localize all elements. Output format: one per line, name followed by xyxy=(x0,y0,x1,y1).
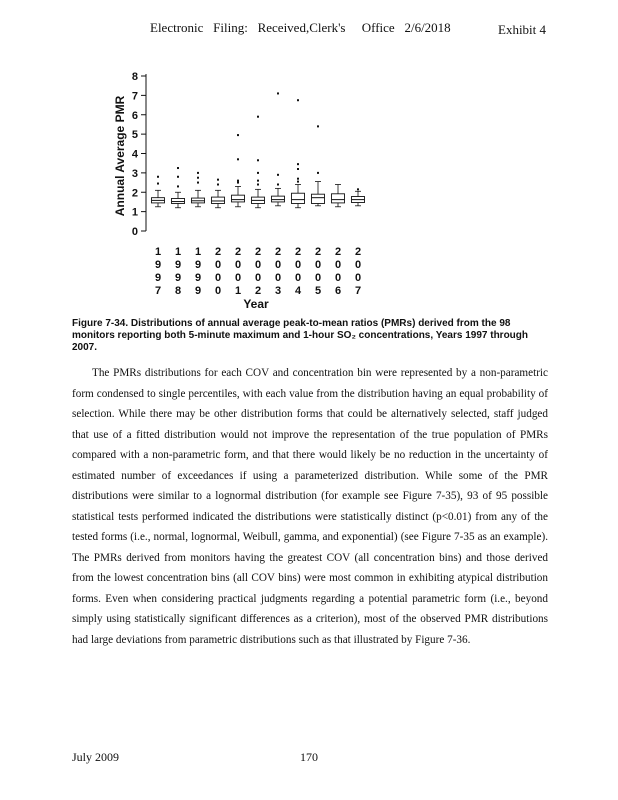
outlier-point xyxy=(197,177,199,179)
y-tick-label: 0 xyxy=(131,226,138,238)
page-number: 170 xyxy=(300,750,318,764)
box-2000 xyxy=(212,179,225,208)
outlier-point xyxy=(277,92,279,94)
box-1999 xyxy=(192,172,205,207)
box-2006 xyxy=(332,185,345,207)
x-tick-label-digit: 1 xyxy=(154,246,162,258)
x-tick-label-digit: 7 xyxy=(354,285,362,297)
outlier-point xyxy=(237,180,239,182)
x-tick-label-digit: 1 xyxy=(174,246,182,258)
outlier-point xyxy=(257,159,259,161)
x-tick-label-digit: 0 xyxy=(274,259,282,271)
filing-stamp: Electronic Filing: Received,Clerk's Office 2/6/2018 xyxy=(150,20,451,35)
x-tick-label-digit: 0 xyxy=(234,259,242,271)
box-1997 xyxy=(152,176,165,207)
outlier-point xyxy=(177,176,179,178)
outlier-point xyxy=(257,184,259,186)
x-tick-label-digit: 7 xyxy=(154,285,162,297)
x-tick-label-digit: 0 xyxy=(314,272,322,284)
x-tick-label-digit: 0 xyxy=(294,259,302,271)
x-tick-label-digit: 3 xyxy=(274,285,282,297)
y-tick-label: 3 xyxy=(131,167,138,180)
iqr-box xyxy=(272,196,285,202)
box-2004 xyxy=(292,99,305,208)
x-tick-label-digit: 9 xyxy=(194,272,202,284)
y-tick-label: 1 xyxy=(131,206,138,219)
outlier-point xyxy=(237,134,239,136)
x-tick-label-digit: 0 xyxy=(354,259,362,271)
outlier-point xyxy=(257,116,259,118)
x-tick-label-digit: 0 xyxy=(214,272,222,284)
x-tick-label-digit: 0 xyxy=(254,272,262,284)
outlier-point xyxy=(317,172,319,174)
exhibit-label: Exhibit 4 xyxy=(498,22,547,37)
figure-caption xyxy=(72,318,552,354)
x-tick-label-digit: 8 xyxy=(174,285,182,297)
x-tick-label-digit: 2 xyxy=(254,246,262,258)
box-2002 xyxy=(252,116,265,208)
outlier-point xyxy=(297,99,299,101)
outlier-point xyxy=(297,181,299,183)
x-tick-label-digit: 0 xyxy=(214,285,222,297)
y-axis-label: Annual Average PMR xyxy=(113,95,127,217)
x-tick-label-digit: 0 xyxy=(214,259,222,271)
outlier-point xyxy=(157,176,159,178)
x-tick-label-digit: 2 xyxy=(234,246,242,258)
x-tick-label-digit: 2 xyxy=(334,246,342,258)
x-tick-label-digit: 2 xyxy=(354,246,362,258)
x-tick-label-digit: 0 xyxy=(314,259,322,271)
outlier-point xyxy=(297,163,299,165)
outlier-point xyxy=(277,174,279,176)
pmr-boxplot-chart xyxy=(104,68,374,313)
box-1998 xyxy=(172,167,185,208)
x-tick-label-digit: 0 xyxy=(234,272,242,284)
box-2003 xyxy=(272,92,285,205)
outlier-point xyxy=(197,182,199,184)
box-2001 xyxy=(232,134,245,207)
footer-date: July 2009 xyxy=(72,750,120,764)
x-tick-label-digit: 2 xyxy=(294,246,302,258)
x-tick-label-digit: 5 xyxy=(314,285,322,297)
x-tick-label-digit: 9 xyxy=(174,259,182,271)
x-tick-label-digit: 9 xyxy=(154,259,162,271)
x-tick-label-digit: 0 xyxy=(294,272,302,284)
outlier-point xyxy=(217,179,219,181)
outlier-point xyxy=(177,185,179,187)
outlier-point xyxy=(257,180,259,182)
iqr-box xyxy=(332,194,345,203)
iqr-box xyxy=(232,195,245,202)
x-tick-label-digit: 0 xyxy=(334,259,342,271)
x-tick-label-digit: 0 xyxy=(334,272,342,284)
body-paragraph: The PMRs distributions for each COV and concentration bin were represented by a non-parametric form condensed to single percentiles, with each value from the distribution having an equal probability of selection. While there may be other distribution forms that could be alternatively selected, staff judged that use of a fitted distribution would not improve the representation of the true population of PMRs compared with a non-parametric form, and that there would likely be no reduction in the uncertainty of estimated number of exceedances if using a parameterized distribution. While some of the PMR distributions were similar to a lognormal distribution (for example see Figure 7-35), 93 of 95 possible statistical tests performed indicated the distributions were statistically distinct (p<0.01) from any of the tested forms (i.e., normal, lognormal, Weibull, gamma, and exponential) (see Figure 7-35 as an example). The PMRs derived from monitors having the greatest COV (all concentration bins) and those derived from the lowest concentration bins (all COV bins) were most common in exhibiting atypical distribution forms. Even when considering practical judgments regarding a potential parametric form (i.e., beyond simply using statistically significant differences as a criterion), most of the observed PMR distributions had large deviations from parametric distributions such as that illustrated by Figure 7-36. xyxy=(72,367,548,646)
y-tick-label: 8 xyxy=(131,71,138,83)
y-axis xyxy=(132,71,146,238)
x-tick-label-digit: 1 xyxy=(194,246,202,258)
y-tick-label: 2 xyxy=(131,187,138,200)
x-axis-ticks xyxy=(155,246,361,297)
caption-label: Figure 7-34. xyxy=(72,318,129,329)
y-tick-label: 5 xyxy=(131,129,138,142)
y-tick-label: 7 xyxy=(131,90,138,103)
caption-text: Distributions of annual average peak-to-mean ratios (PMRs) derived from the 98 monitors reporting both 5-minute maximum and 1-hour SO₂ concentrations, Years 1997 through 2007. xyxy=(72,318,528,353)
outlier-point xyxy=(177,167,179,169)
iqr-box xyxy=(212,197,225,203)
x-tick-label-digit: 9 xyxy=(174,272,182,284)
outlier-point xyxy=(237,182,239,184)
outlier-point xyxy=(237,158,239,160)
x-tick-label-digit: 9 xyxy=(194,285,202,297)
iqr-box xyxy=(312,194,325,203)
x-tick-label-digit: 2 xyxy=(314,246,322,258)
box-2007 xyxy=(352,188,365,205)
outlier-point xyxy=(197,172,199,174)
box-2005 xyxy=(312,125,325,205)
x-tick-label-digit: 1 xyxy=(234,285,242,297)
x-tick-label-digit: 0 xyxy=(354,272,362,284)
x-tick-label-digit: 6 xyxy=(334,285,342,297)
y-tick-label: 6 xyxy=(131,109,138,122)
outlier-point xyxy=(297,168,299,170)
outlier-point xyxy=(357,188,359,190)
outlier-point xyxy=(317,125,319,127)
x-tick-label-digit: 9 xyxy=(194,259,202,271)
outlier-point xyxy=(297,178,299,180)
x-tick-label-digit: 2 xyxy=(214,246,222,258)
x-tick-label-digit: 4 xyxy=(294,285,302,297)
x-tick-label-digit: 9 xyxy=(154,272,162,284)
outlier-point xyxy=(277,184,279,186)
x-tick-label-digit: 2 xyxy=(254,285,262,297)
outlier-point xyxy=(257,172,259,174)
iqr-box xyxy=(292,193,305,203)
y-tick-label: 4 xyxy=(131,148,138,161)
x-axis-label: Year xyxy=(243,297,269,311)
outlier-point xyxy=(217,184,219,186)
box-series xyxy=(152,92,365,207)
outlier-point xyxy=(157,183,159,185)
iqr-box xyxy=(172,198,185,203)
x-tick-label-digit: 0 xyxy=(274,272,282,284)
x-tick-label-digit: 2 xyxy=(274,246,282,258)
x-tick-label-digit: 0 xyxy=(254,259,262,271)
